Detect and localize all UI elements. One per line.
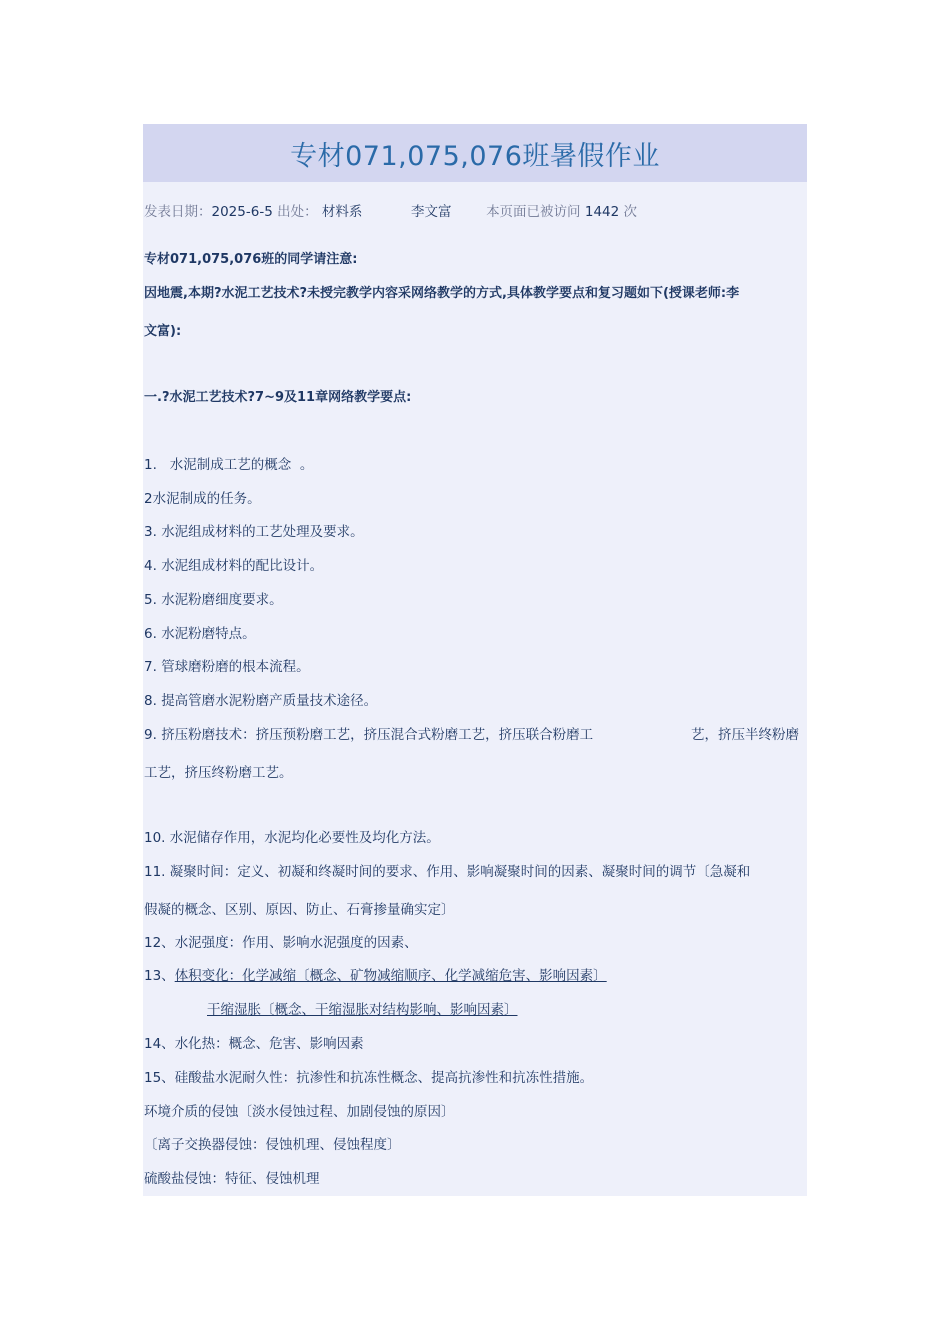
item-number: 5. [144,592,157,608]
list-item [144,588,283,608]
list-item [144,964,607,984]
item-number: 7. [144,659,157,675]
extra-line: 硫酸盐侵蚀：特征、侵蚀机理 [144,1171,320,1187]
item-number: 10. [144,830,166,846]
list-item [144,826,440,846]
notice-heading: 专材071,075,076班的同学请注意: [144,252,358,267]
item-text: 提高管磨水泥粉磨产质量技术途径。 [161,693,378,709]
source: 材料系 [321,204,363,220]
item-number: 8. [144,693,157,709]
item-number: 2 [144,491,153,507]
list-item [144,622,256,642]
list-item [144,860,750,880]
list-item [144,931,418,951]
item-number: 14、 [144,1036,175,1052]
item-text: 水泥组成材料的工艺处理及要求。 [161,524,364,540]
notice-line-2: 文富): [144,324,182,339]
item-text: 水泥粉磨细度要求。 [161,592,283,608]
item-number: 15、 [144,1070,175,1086]
item-text: 水泥强度：作用、影响水泥强度的因素、 [174,935,418,951]
visits-suffix: 次 [623,204,638,220]
item-text: 挤压粉磨技术：挤压预粉磨工艺，挤压混合式粉磨工艺，挤压联合粉磨工 [161,727,594,743]
list-item [144,723,593,743]
list-item [144,689,377,709]
author: 李文富 [410,204,452,220]
item-number: 12、 [144,935,175,951]
section-heading: 一.?水泥工艺技术?7~9及11章网络教学要点: [144,390,412,405]
publish-date: 2025-6-5 [211,204,273,220]
list-item [144,453,313,473]
visits-label: 本页面已被访问 [486,204,581,220]
item-text: 水泥粉磨特点。 [161,626,256,642]
item-number: 6. [144,626,157,642]
visit-count: 1442 [584,204,620,220]
page-title: 专材071,075,076班暑假作业 [290,140,660,172]
item-text: 体积变化：化学减缩〔概念、矿物减缩顺序、化学减缩危害、影响因素〕 [174,968,607,984]
list-item-continuation: 工艺，挤压终粉磨工艺。 [144,765,293,781]
item-text: 水泥储存作用，水泥均化必要性及均化方法。 [169,830,440,846]
item-text: 水泥组成材料的配比设计。 [161,558,324,574]
item-text: 水泥制成的任务。 [152,491,261,507]
item-number: 4. [144,558,157,574]
date-label: 发表日期： [144,204,212,220]
item-text: 水化热：概念、危害、影响因素 [174,1036,364,1052]
extra-line: 〔离子交换器侵蚀：侵蚀机理、侵蚀程度〕 [144,1137,401,1153]
item-text: 凝聚时间：定义、初凝和终凝时间的要求、作用、影响凝聚时间的因素、凝聚时间的调节〔急凝和 [169,864,751,880]
list-item-tail: 艺，挤压半终粉磨 [691,727,799,743]
article-panel [143,124,807,1196]
list-item-continuation: 假凝的概念、区别、原因、防止、石膏掺量确实定〕 [144,902,455,918]
list-item [144,1032,364,1052]
list-item [144,487,261,507]
list-item [144,655,310,675]
list-item [144,1066,593,1086]
item-number: 13、 [144,968,175,984]
notice-line-1: 因地震,本期?水泥工艺技术?未授完教学内容采网络教学的方式,具体教学要点和复习题如下(授课老师:李 [144,286,740,301]
item-text: 水泥制成工艺的概念 。 [161,457,314,473]
item-number: 1. [144,457,157,473]
item-number: 11. [144,864,166,880]
item-number: 9. [144,727,157,743]
list-item [144,520,364,540]
extra-line: 环境介质的侵蚀〔淡水侵蚀过程、加剧侵蚀的原因〕 [144,1104,455,1120]
source-label: 出处： [277,204,318,220]
item-text: 硅酸盐水泥耐久性：抗渗性和抗冻性概念、提高抗渗性和抗冻性措施。 [174,1070,594,1086]
title-bar [143,124,807,182]
item-text: 管球磨粉磨的根本流程。 [161,659,310,675]
article-meta [144,200,637,220]
list-item [144,554,323,574]
item-number: 3. [144,524,157,540]
list-item-subline: 干缩湿胀〔概念、干缩湿胀对结构影响、影响因素〕 [207,1002,518,1018]
